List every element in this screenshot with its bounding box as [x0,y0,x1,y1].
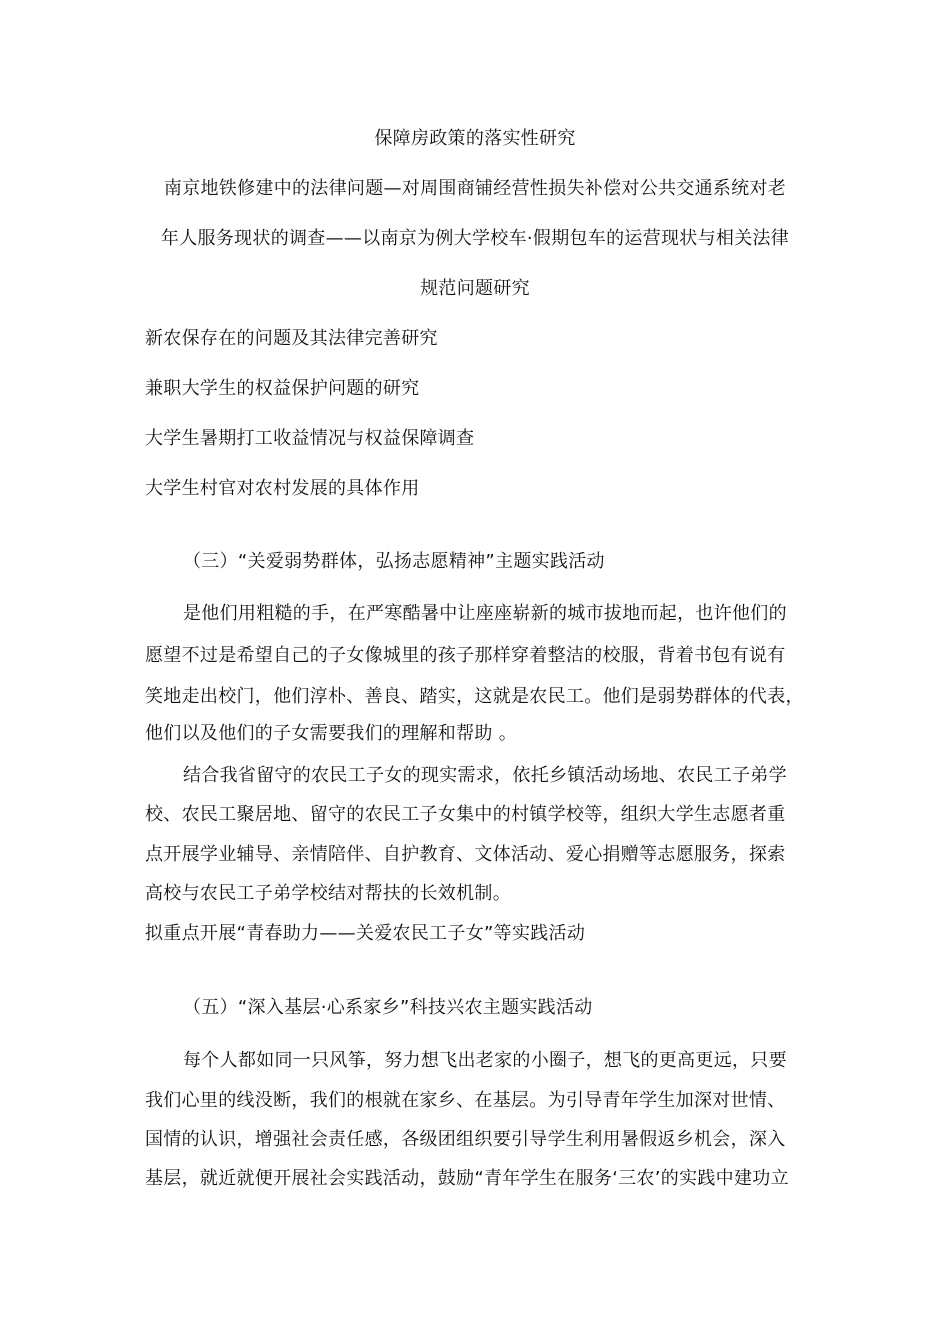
topic-item: 新农保存在的问题及其法律完善研究 [145,328,438,349]
paragraph-line: 高校与农民工子弟学校结对帮扶的长效机制。 [145,883,511,904]
paragraph-line: 每个人都如同一只风筝，努力想飞出老家的小圈子，想飞的更高更远，只要 [183,1050,787,1071]
paragraph-line: 国情的认识，增强社会责任感，各级团组织要引导学生利用暑假返乡机会，深入 [145,1129,786,1150]
title-line-4: 规范问题研究 [420,278,530,299]
paragraph-line: 我们心里的线没断，我们的根就在家乡、在基层。为引导青年学生加深对世情、 [145,1090,786,1111]
paragraph-line: 他们以及他们的子女需要我们的理解和帮助 。 [145,723,518,744]
paragraph-line: 是他们用粗糙的手，在严寒酷暑中让座座崭新的城市拔地而起，也许他们的 [183,603,787,624]
topic-item: 大学生村官对农村发展的具体作用 [145,478,420,499]
topic-item: 兼职大学生的权益保护问题的研究 [145,378,420,399]
title-line-1: 保障房政策的落实性研究 [374,128,576,149]
paragraph-line: 结合我省留守的农民工子女的现实需求，依托乡镇活动场地、农民工子弟学 [183,765,787,786]
paragraph-line: 校、农民工聚居地、留守的农民工子女集中的村镇学校等，组织大学生志愿者重 [145,804,786,825]
section-five-heading: （五）“深入基层·心系家乡”科技兴农主题实践活动 [183,997,593,1018]
paragraph-line: 笑地走出校门，他们淳朴、善良、踏实，这就是农民工。他们是弱势群体的代表， [145,686,804,707]
section-three-note: 拟重点开展“青春助力——关爱农民工子女”等实践活动 [145,923,586,944]
title-line-2: 南京地铁修建中的法律问题—对周围商铺经营性损失补偿对公共交通系统对老 [163,178,787,199]
title-line-3: 年人服务现状的调查——以南京为例大学校车·假期包车的运营现状与相关法律 [160,228,790,249]
paragraph-line: 基层，就近就便开展社会实践活动，鼓励“青年学生在服务‘三农’的实践中建功立 [145,1168,789,1189]
paragraph-line: 点开展学业辅导、亲情陪伴、自护教育、文体活动、爱心捐赠等志愿服务，探索 [145,844,786,865]
section-three-heading: （三）“关爱弱势群体，弘扬志愿精神”主题实践活动 [183,551,605,572]
topic-item: 大学生暑期打工收益情况与权益保障调查 [145,428,475,449]
paragraph-line: 愿望不过是希望自己的子女像城里的孩子那样穿着整洁的校服，背着书包有说有 [145,645,786,666]
